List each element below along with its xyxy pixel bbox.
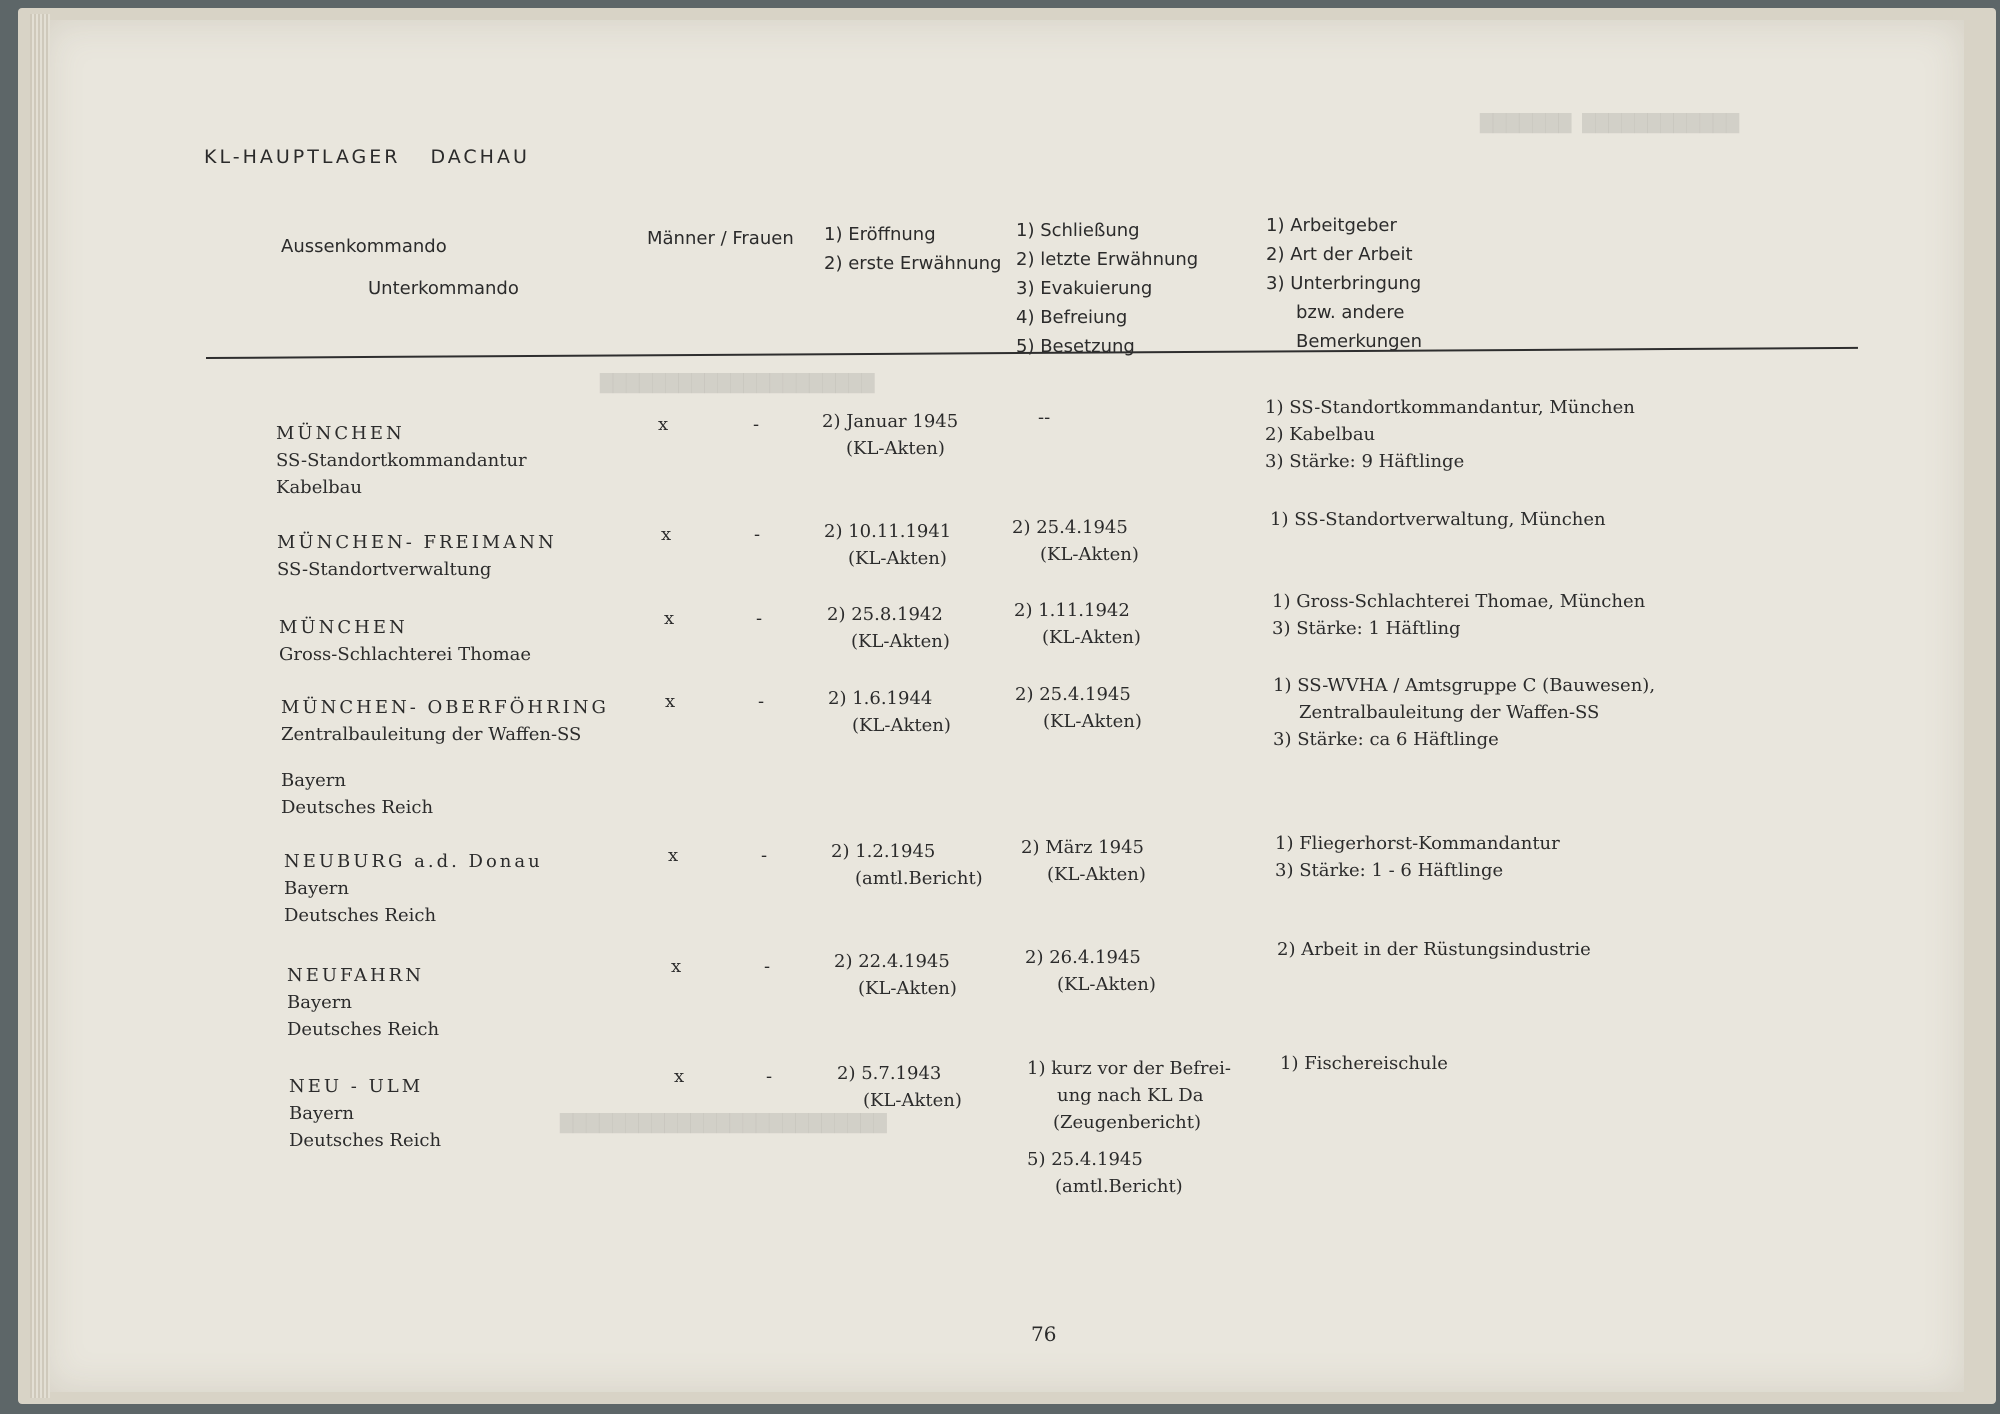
opening-line: 2) Januar 1945 xyxy=(822,411,959,432)
header-schliessung xyxy=(1016,216,1198,361)
remarks-line: Zentralbauleitung der Waffen-SS xyxy=(1299,702,1600,723)
header-schliessung-line: 2) letzte Erwähnung xyxy=(1016,249,1199,270)
opening-line: (KL-Akten) xyxy=(848,548,947,569)
remarks-line: 3) Stärke: ca 6 Häftlinge xyxy=(1273,729,1499,750)
header-schliessung-line: 1) Schließung xyxy=(1016,220,1140,241)
men-mark: x xyxy=(664,608,675,629)
header-arbeitgeber-line: Bemerkungen xyxy=(1296,331,1423,352)
place-name: NEU - ULM xyxy=(289,1076,424,1097)
closing-line: (KL-Akten) xyxy=(1043,711,1142,732)
table-row-location xyxy=(279,614,531,668)
bleed-through-texture: █████████████████████████ xyxy=(560,1114,887,1134)
location-line: SS-Standortkommandantur xyxy=(276,450,527,471)
men-mark: x xyxy=(665,691,676,712)
location-line: Deutsches Reich xyxy=(281,797,434,818)
place-name: MÜNCHEN xyxy=(276,423,405,444)
place-name: NEUFAHRN xyxy=(287,965,424,986)
remarks-line: 1) SS-Standortkommandantur, München xyxy=(1265,397,1635,418)
women-mark: - xyxy=(764,956,771,977)
remarks-line: 2) Kabelbau xyxy=(1265,424,1376,445)
page-title xyxy=(204,146,530,168)
opening-line: 2) 1.2.1945 xyxy=(831,841,936,862)
header-arbeitgeber-line: bzw. andere xyxy=(1296,302,1405,323)
location-line: Bayern xyxy=(287,992,352,1013)
table-row-location xyxy=(281,767,433,821)
remarks-line: 2) Arbeit in der Rüstungsindustrie xyxy=(1277,939,1591,960)
location-line: Kabelbau xyxy=(276,477,362,498)
location-line: Gross-Schlachterei Thomae xyxy=(279,644,532,665)
location-line: Bayern xyxy=(281,770,346,791)
bleed-through-texture: █████████████████████ xyxy=(600,374,875,394)
remarks-cell xyxy=(1270,506,1606,533)
header-arbeitgeber-line: 3) Unterbringung xyxy=(1266,273,1422,294)
table-row-location xyxy=(289,1073,441,1154)
header-maenner-frauen: Männer / Frauen xyxy=(647,228,794,249)
men-mark: x xyxy=(661,524,672,545)
remarks-line: 3) Stärke: 9 Häftlinge xyxy=(1265,451,1465,472)
closing-cell xyxy=(1014,597,1141,651)
header-unterkommando: Unterkommando xyxy=(368,278,519,299)
closing-line: (KL-Akten) xyxy=(1047,864,1146,885)
remarks-line: 1) SS-Standortverwaltung, München xyxy=(1270,509,1606,530)
opening-line: (KL-Akten) xyxy=(858,978,957,999)
remarks-cell xyxy=(1277,936,1591,963)
closing-cell xyxy=(1015,681,1142,735)
opening-cell xyxy=(837,1060,962,1114)
location-line: Bayern xyxy=(284,878,349,899)
remarks-cell xyxy=(1273,672,1655,753)
header-arbeitgeber xyxy=(1266,211,1422,356)
table-row-location xyxy=(287,962,439,1043)
header-eroeffnung-line: 1) Eröffnung xyxy=(824,224,936,245)
closing-line: 2) 25.4.1945 xyxy=(1012,517,1128,538)
bleed-through-texture: ████████████ ███████ xyxy=(1480,114,1740,134)
men-mark: x xyxy=(674,1066,685,1087)
location-line: SS-Standortverwaltung xyxy=(277,559,492,580)
women-mark: - xyxy=(753,414,760,435)
location-line: Deutsches Reich xyxy=(284,905,437,926)
page-number: 76 xyxy=(1031,1322,1057,1346)
men-mark: x xyxy=(668,845,679,866)
men-mark: x xyxy=(671,956,682,977)
place-name: MÜNCHEN xyxy=(279,617,408,638)
opening-line: (KL-Akten) xyxy=(863,1090,962,1111)
women-mark: - xyxy=(758,691,765,712)
closing-line: (KL-Akten) xyxy=(1042,627,1141,648)
opening-line: 2) 25.8.1942 xyxy=(827,604,943,625)
closing-line: (Zeugenbericht) xyxy=(1053,1112,1202,1133)
opening-cell xyxy=(828,685,951,739)
closing-line: -- xyxy=(1038,407,1051,428)
opening-cell xyxy=(827,601,950,655)
closing-line: 2) 25.4.1945 xyxy=(1015,684,1131,705)
header-schliessung-line: 3) Evakuierung xyxy=(1016,278,1153,299)
closing-line: 2) März 1945 xyxy=(1021,837,1144,858)
header-arbeitgeber-line: 2) Art der Arbeit xyxy=(1266,244,1413,265)
table-row-location xyxy=(281,694,609,748)
place-name: NEUBURG a.d. Donau xyxy=(284,851,543,872)
remarks-cell xyxy=(1265,394,1635,475)
opening-cell xyxy=(834,948,957,1002)
header-eroeffnung-line: 2) erste Erwähnung xyxy=(824,253,1002,274)
women-mark: - xyxy=(766,1066,773,1087)
header-arbeitgeber-line: 1) Arbeitgeber xyxy=(1266,215,1397,236)
closing-cell xyxy=(1038,404,1050,431)
remarks-line: 1) Fliegerhorst-Kommandantur xyxy=(1275,833,1560,854)
remarks-cell xyxy=(1275,830,1560,884)
header-aussenkommando: Aussenkommando xyxy=(281,236,447,257)
location-line: Bayern xyxy=(289,1103,354,1124)
opening-line: 2) 10.11.1941 xyxy=(824,521,952,542)
table-row-location xyxy=(284,848,543,929)
closing-line: 5) 25.4.1945 xyxy=(1027,1149,1143,1170)
opening-line: (KL-Akten) xyxy=(851,631,950,652)
title-camp: DACHAU xyxy=(430,146,530,168)
closing-line: 1) kurz vor der Befrei- xyxy=(1027,1058,1231,1079)
closing-cell xyxy=(1027,1055,1231,1200)
closing-line: ung nach KL Da xyxy=(1057,1085,1204,1106)
opening-line: 2) 22.4.1945 xyxy=(834,951,950,972)
place-name: MÜNCHEN- OBERFÖHRING xyxy=(281,697,609,718)
title-main: KL-HAUPTLAGER xyxy=(204,146,401,168)
location-line: Deutsches Reich xyxy=(287,1019,440,1040)
closing-line: (amtl.Bericht) xyxy=(1055,1176,1183,1197)
closing-cell xyxy=(1021,834,1146,888)
location-line: Deutsches Reich xyxy=(289,1130,442,1151)
opening-line: (KL-Akten) xyxy=(846,438,945,459)
remarks-line: 1) Gross-Schlachterei Thomae, München xyxy=(1272,591,1646,612)
women-mark: - xyxy=(756,608,763,629)
women-mark: - xyxy=(754,524,761,545)
header-eroeffnung xyxy=(824,220,1002,278)
place-name: MÜNCHEN- FREIMANN xyxy=(277,532,557,553)
table-row-location xyxy=(277,529,557,583)
table-row-location xyxy=(276,420,527,501)
location-line: Zentralbauleitung der Waffen-SS xyxy=(281,724,582,745)
closing-cell xyxy=(1025,944,1156,998)
opening-line: 2) 5.7.1943 xyxy=(837,1063,942,1084)
men-mark: x xyxy=(658,414,669,435)
remarks-cell xyxy=(1280,1050,1448,1077)
closing-line xyxy=(1027,1136,1231,1146)
closing-line: (KL-Akten) xyxy=(1040,544,1139,565)
remarks-line: 3) Stärke: 1 - 6 Häftlinge xyxy=(1275,860,1504,881)
closing-line: 2) 26.4.1945 xyxy=(1025,947,1141,968)
opening-cell xyxy=(822,408,958,462)
closing-line: (KL-Akten) xyxy=(1057,974,1156,995)
header-schliessung-line: 5) Besetzung xyxy=(1016,336,1135,357)
opening-line: (amtl.Bericht) xyxy=(855,868,983,889)
header-schliessung-line: 4) Befreiung xyxy=(1016,307,1128,328)
opening-cell xyxy=(824,518,951,572)
opening-line: 2) 1.6.1944 xyxy=(828,688,933,709)
remarks-line: 3) Stärke: 1 Häftling xyxy=(1272,618,1461,639)
remarks-cell xyxy=(1272,588,1645,642)
closing-line: 2) 1.11.1942 xyxy=(1014,600,1130,621)
remarks-line: 1) SS-WVHA / Amtsgruppe C (Bauwesen), xyxy=(1273,675,1656,696)
women-mark: - xyxy=(761,845,768,866)
remarks-line: 1) Fischereischule xyxy=(1280,1053,1448,1074)
opening-cell xyxy=(831,838,983,892)
page-stack-edge xyxy=(30,14,50,1398)
opening-line: (KL-Akten) xyxy=(852,715,951,736)
closing-cell xyxy=(1012,514,1139,568)
